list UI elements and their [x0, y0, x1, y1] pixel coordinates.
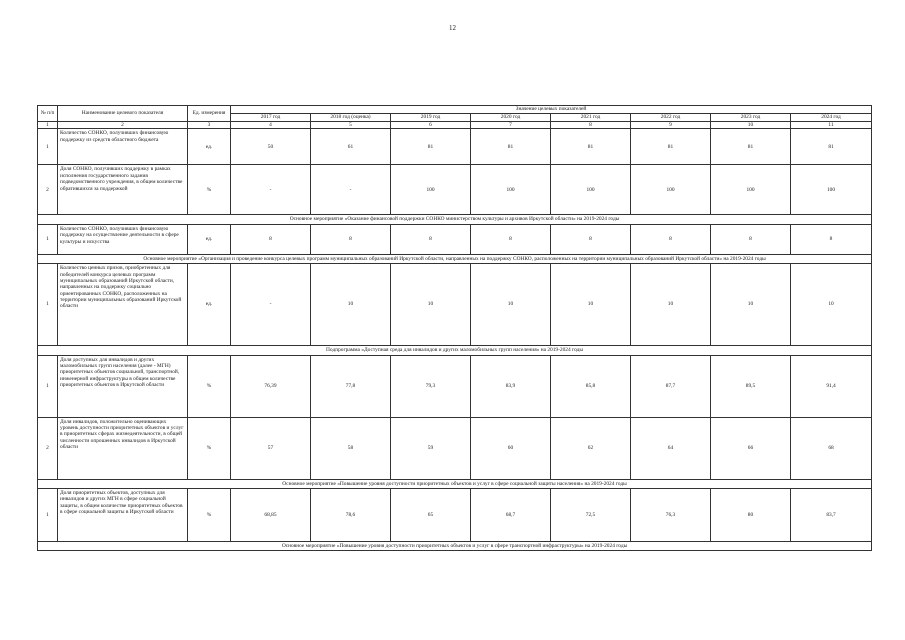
value-cell: 100 [551, 165, 631, 215]
value-cell: 10 [631, 264, 711, 346]
value-cell: 81 [631, 129, 711, 165]
value-cell: 58 [311, 417, 391, 479]
header-year: 2022 год [631, 114, 711, 122]
value-cell: 8 [791, 224, 872, 254]
table-row [38, 224, 872, 254]
header-num: № п/п [38, 106, 58, 122]
indicator-name: Количество ценных призов, приобретенных для победителей конкурса целевых программ муниципальных образований Иркутской области, направленных на поддержку социально ориентированных СОНКО, расположенных на территории муниципальных образований Иркутской области [58, 264, 188, 346]
value-cell: 8 [551, 224, 631, 254]
value-cell: - [231, 165, 311, 215]
header-year: 2017 год [231, 114, 311, 122]
row-number: 2 [38, 417, 58, 479]
value-cell: 85,8 [551, 355, 631, 417]
section-title: Основное мероприятие «Повышение уровня доступности приоритетных объектов и услуг в сфере социальной защиты населения» на 2019-2024 годы [38, 479, 872, 488]
value-cell: 8 [711, 224, 791, 254]
column-number: 6 [391, 122, 471, 129]
row-number: 1 [38, 488, 58, 541]
value-cell: 81 [791, 129, 872, 165]
value-cell: 68 [791, 417, 872, 479]
value-cell: 100 [391, 165, 471, 215]
table-row [38, 264, 872, 346]
value-cell: 10 [711, 264, 791, 346]
column-number: 11 [791, 122, 872, 129]
column-number: 3 [188, 122, 231, 129]
value-cell: 8 [471, 224, 551, 254]
row-number: 1 [38, 355, 58, 417]
value-cell: 81 [711, 129, 791, 165]
section-title: Основное мероприятие «Оказание финансовой поддержки СОНКО министерством культуры и архивов Иркутской области» на 2019-2024 годы [38, 215, 872, 224]
table-row [38, 129, 872, 165]
header-name: Наименование целевого показателя [58, 106, 188, 122]
value-cell: 76,39 [231, 355, 311, 417]
value-cell: 10 [791, 264, 872, 346]
section-title: Основное мероприятие «Организация и проведение конкурса целевых программ муниципальных образований Иркутской области, направленных на поддержку СОНКО, расположенных на территории муниципальных образований Иркутской области» на 2019-2024 годы [38, 254, 872, 263]
header-year: 2024 год [791, 114, 872, 122]
value-cell: 81 [551, 129, 631, 165]
value-cell: 81 [471, 129, 551, 165]
value-cell: 10 [391, 264, 471, 346]
value-cell: 65 [391, 488, 471, 541]
value-cell: 8 [391, 224, 471, 254]
header-year: 2023 год [711, 114, 791, 122]
unit-cell: % [188, 355, 231, 417]
value-cell: 77,8 [311, 355, 391, 417]
unit-cell: % [188, 165, 231, 215]
indicator-name: Доля инвалидов, положительно оценивающих уровень доступности приоритетных объектов и услуг в приоритетных сферах жизнедеятельности, в общей численности опрошенных инвалидов в Иркутской области [58, 417, 188, 479]
value-cell: 10 [551, 264, 631, 346]
row-number: 1 [38, 224, 58, 254]
value-cell: 89,5 [711, 355, 791, 417]
unit-cell: % [188, 488, 231, 541]
value-cell: 100 [471, 165, 551, 215]
column-number: 4 [231, 122, 311, 129]
indicator-name: Доля доступных для инвалидов и других маломобильных групп населения (далее - МГН) приоритетных объектов социальной, транспортной, инженерной инфраструктуры в общем количестве приоритетных объектов в Иркутской области [58, 355, 188, 417]
value-cell: 10 [471, 264, 551, 346]
value-cell: 72,5 [551, 488, 631, 541]
value-cell: 61 [311, 129, 391, 165]
table-row [38, 355, 872, 417]
value-cell: 10 [311, 264, 391, 346]
value-cell: 100 [711, 165, 791, 215]
section-row [38, 541, 872, 550]
row-number: 2 [38, 165, 58, 215]
table-row [38, 165, 872, 215]
row-number: 1 [38, 129, 58, 165]
value-cell: 83,9 [471, 355, 551, 417]
value-cell: 100 [791, 165, 872, 215]
value-cell: 79,3 [391, 355, 471, 417]
row-number: 1 [38, 264, 58, 346]
section-row [38, 479, 872, 488]
section-row [38, 215, 872, 224]
value-cell: 8 [311, 224, 391, 254]
section-title: Основное мероприятие «Повышение уровня доступности приоритетных объектов и услуг в сфере транспортной инфраструктуры» на 2019-2024 годы [38, 541, 872, 550]
header-year: 2018 год (оценка) [311, 114, 391, 122]
value-cell: 91,4 [791, 355, 872, 417]
section-title: Подпрограмма «Доступная среда для инвалидов и других маломобильных групп населения» на 2019-2024 годы [38, 346, 872, 355]
column-number: 9 [631, 122, 711, 129]
value-cell: 68,85 [231, 488, 311, 541]
unit-cell: ед. [188, 264, 231, 346]
value-cell: 78,6 [311, 488, 391, 541]
value-cell: 100 [631, 165, 711, 215]
value-cell: 81 [391, 129, 471, 165]
value-cell: 62 [551, 417, 631, 479]
value-cell: 60 [471, 417, 551, 479]
indicator-name: Доля СОНКО, получивших поддержку в рамках исполнения государственного задания подведомственного учреждения, в общем количестве обратившихся за поддержкой [58, 165, 188, 215]
header-year: 2020 год [471, 114, 551, 122]
value-cell: - [311, 165, 391, 215]
value-cell: 83,7 [791, 488, 872, 541]
header-values-group: Значение целевых показателей [231, 106, 872, 114]
indicator-name: Количество СОНКО, получивших финансовую поддержку на осуществление деятельности в сфере культуры и искусства [58, 224, 188, 254]
column-number: 8 [551, 122, 631, 129]
header-year: 2019 год [391, 114, 471, 122]
page-number: 12 [449, 24, 456, 32]
value-cell: 8 [231, 224, 311, 254]
value-cell: - [231, 264, 311, 346]
header-unit: Ед. измерения [188, 106, 231, 122]
value-cell: 50 [231, 129, 311, 165]
indicator-name: Количество СОНКО, получивших финансовую поддержку из средств областного бюджета [58, 129, 188, 165]
table-row [38, 488, 872, 541]
column-number: 7 [471, 122, 551, 129]
column-number: 5 [311, 122, 391, 129]
value-cell: 64 [631, 417, 711, 479]
unit-cell: ед. [188, 129, 231, 165]
value-cell: 59 [391, 417, 471, 479]
indicator-name: Доля приоритетных объектов, доступных для инвалидов и других МГН в сфере социальной защиты, в общем количестве приоритетных объектов в сфере социальной защиты в Иркутской области [58, 488, 188, 541]
column-number: 2 [58, 122, 188, 129]
indicators-table [37, 105, 872, 551]
value-cell: 76,3 [631, 488, 711, 541]
value-cell: 8 [631, 224, 711, 254]
column-number: 10 [711, 122, 791, 129]
value-cell: 68,7 [471, 488, 551, 541]
value-cell: 80 [711, 488, 791, 541]
value-cell: 87,7 [631, 355, 711, 417]
column-number: 1 [38, 122, 58, 129]
header-year: 2021 год [551, 114, 631, 122]
section-row [38, 346, 872, 355]
value-cell: 66 [711, 417, 791, 479]
value-cell: 57 [231, 417, 311, 479]
table-row [38, 417, 872, 479]
unit-cell: ед. [188, 224, 231, 254]
section-row [38, 254, 872, 263]
unit-cell: % [188, 417, 231, 479]
